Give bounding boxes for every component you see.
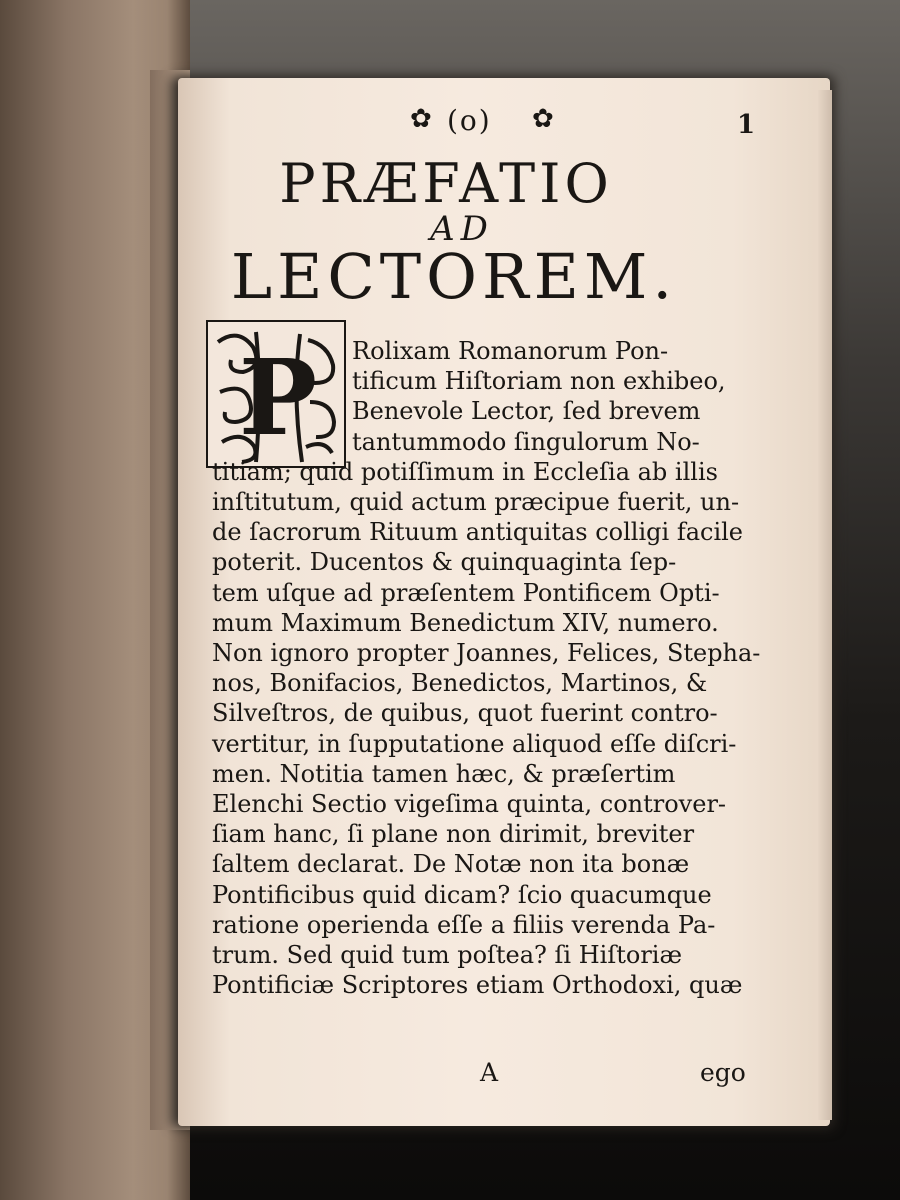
- text-line: Benevole Lector, ſed brevem: [352, 397, 701, 426]
- signature-mark: A: [480, 1058, 499, 1087]
- text-line: Non ignoro propter Joannes, Felices, Stepha-: [212, 639, 761, 667]
- text-line: mum Maximum Benedictum XIV, numero.: [212, 608, 719, 637]
- page-number: 1: [737, 110, 756, 140]
- title-line-1: PRÆFATIO: [279, 152, 613, 215]
- text-line: de ſacrorum Rituum antiquitas colligi facile: [212, 518, 744, 547]
- text-line: tificum Hiſtoriam non exhibeo,: [352, 367, 726, 396]
- text-line: titiam; quid potiſſimum in Eccleſia ab illis: [212, 457, 718, 486]
- drop-cap-letter: P: [238, 336, 318, 459]
- text-line: nos, Bonifacios, Benedictos, Martinos, &: [212, 669, 708, 698]
- text-line: ſiam hanc, ſi plane non dirimit, breviter: [212, 820, 695, 849]
- flower-ornament-icon: ✿: [410, 104, 432, 134]
- text-line: inſtitutum, quid actum præcipue fuerit, un-: [212, 488, 740, 516]
- text-line: tem uſque ad præſentem Pontificem Opti-: [212, 578, 720, 607]
- text-line: ratione operienda eſſe a filiis verenda Pa-: [212, 910, 716, 939]
- text-line: ſaltem declarat. De Notæ non ita bonæ: [212, 850, 690, 879]
- text-line: vertitur, in ſupputatione aliquod eſſe diſcri-: [212, 729, 737, 758]
- text-line: Pontificibus quid dicam? ſcio quacumque: [212, 880, 712, 909]
- text-line: Silveſtros, de quibus, quot fuerint contro-: [212, 699, 718, 728]
- text-line: tantummodo ſingulorum No-: [352, 427, 700, 456]
- text-line: Rolixam Romanorum Pon-: [352, 337, 669, 365]
- text-line: men. Notitia tamen hæc, & præſertim: [212, 759, 676, 788]
- text-line: Pontificiæ Scriptores etiam Orthodoxi, quæ: [212, 971, 743, 1000]
- text-line: trum. Sed quid tum poſtea? ſi Hiſtoriæ: [212, 941, 683, 969]
- title-line-2: AD: [430, 209, 494, 249]
- title-line-3: LECTOREM.: [230, 240, 678, 313]
- decorated-initial: [206, 320, 346, 468]
- flower-ornament-icon: ✿: [532, 104, 554, 134]
- text-line: poterit. Ducentos & quinquaginta ſep-: [212, 548, 677, 577]
- floral-initial-icon: [208, 322, 346, 468]
- header-ornament-text: (o): [447, 104, 492, 137]
- catchword: ego: [700, 1058, 746, 1087]
- text-line: Elenchi Sectio vigeſima quinta, controver-: [212, 790, 727, 818]
